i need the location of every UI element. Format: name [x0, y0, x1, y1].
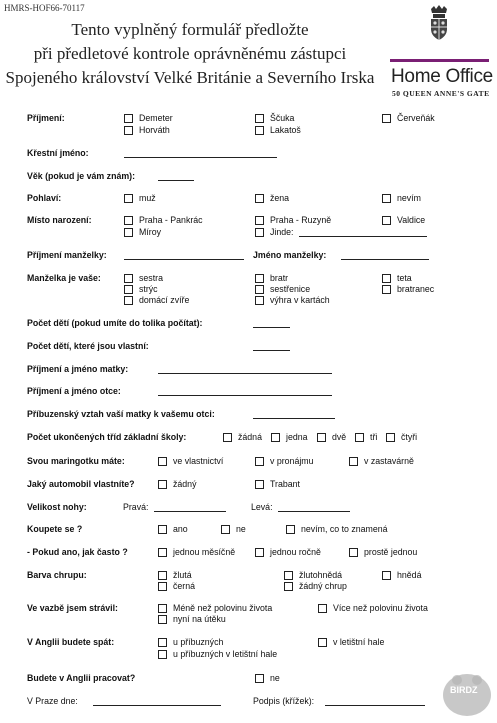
checkbox-tri[interactable]: tři: [355, 432, 377, 442]
checkbox-zlutohneda[interactable]: žlutohnědá: [284, 570, 342, 580]
checkbox-muz[interactable]: muž: [124, 193, 156, 203]
field-pocet-deti[interactable]: [253, 327, 290, 328]
checkbox-demeter[interactable]: Demeter: [124, 113, 173, 123]
label-maringotka: Svou maringotku máte:: [27, 456, 125, 466]
checkbox-dve[interactable]: dvě: [317, 432, 346, 442]
field-matka[interactable]: [158, 373, 332, 374]
title-line-1: Tento vyplněný formulář předložte: [71, 20, 309, 39]
field-prava[interactable]: [154, 511, 226, 512]
checkbox-u-pribuznych[interactable]: u příbuzných: [158, 637, 223, 647]
label-otec: Příjmení a jméno otce:: [27, 386, 121, 396]
field-vek[interactable]: [158, 180, 194, 181]
checkbox-jednou-rocne[interactable]: jednou ročně: [255, 547, 321, 557]
checkbox-teta[interactable]: teta: [382, 273, 412, 283]
checkbox-v-zastavarne[interactable]: v zastavárně: [349, 456, 414, 466]
checkbox-horvath[interactable]: Horváth: [124, 125, 170, 135]
checkbox-sestra[interactable]: sestra: [124, 273, 163, 283]
checkbox-sestrenice[interactable]: sestřenice: [255, 284, 310, 294]
watermark-text: BIRDZ: [450, 685, 478, 695]
label-vztah: Příbuzenský vztah vaší matky k vašemu otci:: [27, 409, 215, 419]
label-manzelka-je: Manželka je vaše:: [27, 273, 101, 283]
checkbox-ctyri[interactable]: čtyři: [386, 432, 417, 442]
checkbox-jinde[interactable]: Jinde:: [255, 227, 293, 237]
field-prijmeni-manzelky[interactable]: [124, 259, 244, 260]
checkbox-cervenak[interactable]: Červeňák: [382, 113, 435, 123]
checkbox-zena[interactable]: žena: [255, 193, 289, 203]
label-prava: Pravá:: [123, 502, 149, 512]
checkbox-scuka[interactable]: Ščuka: [255, 113, 294, 123]
checkbox-ne[interactable]: ne: [221, 524, 246, 534]
checkbox-zadny-chrup[interactable]: žádný chrup: [284, 581, 347, 591]
checkbox-lakatos[interactable]: Lakatoš: [255, 125, 301, 135]
label-vazba: Ve vazbě jsem strávil:: [27, 603, 118, 613]
checkbox-proste-jednou[interactable]: prostě jednou: [349, 547, 417, 557]
crest-icon: [425, 5, 453, 41]
checkbox-zadny[interactable]: žádný: [158, 479, 196, 489]
document-code: HMRS-HOF66-70117: [4, 3, 85, 13]
label-vek: Věk (pokud je vám znám):: [27, 171, 136, 181]
checkbox-stryc[interactable]: strýc: [124, 284, 158, 294]
title-line-2: při předletové kontrole oprávněnému zástupci: [33, 44, 347, 63]
field-leva[interactable]: [278, 511, 350, 512]
label-velikost-nohy: Velikost nohy:: [27, 502, 87, 512]
label-koupete: Koupete se ?: [27, 524, 83, 534]
field-pocet-vlastnich[interactable]: [253, 350, 290, 351]
checkbox-domaci-zvire[interactable]: domácí zvíře: [124, 295, 189, 305]
checkbox-cerna[interactable]: černá: [158, 581, 195, 591]
checkbox-ve-vlastnictvi[interactable]: ve vlastnictví: [158, 456, 223, 466]
checkbox-jednou-mesicne[interactable]: jednou měsíčně: [158, 547, 235, 557]
checkbox-zluta[interactable]: žlutá: [158, 570, 192, 580]
checkbox-hneda[interactable]: hnědá: [382, 570, 421, 580]
label-pracovat: Budete v Anglii pracovat?: [27, 673, 136, 683]
label-pocet-vlastnich: Počet dětí, které jsou vlastní:: [27, 341, 149, 351]
checkbox-valdice[interactable]: Valdice: [382, 215, 425, 225]
logo-subtitle: 50 QUEEN ANNE'S GATE: [392, 89, 490, 98]
field-podpis[interactable]: [325, 705, 425, 706]
label-pohlavi: Pohlaví:: [27, 193, 62, 203]
checkbox-ano[interactable]: ano: [158, 524, 188, 534]
checkbox-v-pronajmu[interactable]: v pronájmu: [255, 456, 314, 466]
label-prijmeni-manzelky: Příjmení manželky:: [27, 250, 107, 260]
checkbox-trabant[interactable]: Trabant: [255, 479, 300, 489]
checkbox-nevim[interactable]: nevím: [382, 193, 421, 203]
checkbox-nyni-na-uteku[interactable]: nyní na útěku: [158, 614, 226, 624]
field-krestni-jmeno[interactable]: [124, 157, 277, 158]
checkbox-mene-nez-polovinu[interactable]: Méně než polovinu života: [158, 603, 272, 613]
field-jinde[interactable]: [299, 236, 427, 237]
field-datum[interactable]: [93, 705, 221, 706]
label-barva-chrupu: Barva chrupu:: [27, 570, 87, 580]
checkbox-vyhra-v-kartach[interactable]: výhra v kartách: [255, 295, 330, 305]
checkbox-pracovat-ne[interactable]: ne: [255, 673, 280, 683]
checkbox-bratr[interactable]: bratr: [255, 273, 288, 283]
checkbox-vice-nez-polovinu[interactable]: Více než polovinu života: [318, 603, 428, 613]
label-spat: V Anglii budete spát:: [27, 637, 115, 647]
label-jak-casto: - Pokud ano, jak často ?: [27, 547, 128, 557]
checkbox-jedna[interactable]: jedna: [271, 432, 308, 442]
checkbox-praha-ruzyne[interactable]: Praha - Ruzyně: [255, 215, 331, 225]
title-line-3: Spojeného království Velké Británie a Severního Irska: [5, 68, 375, 87]
checkbox-nevim-co[interactable]: nevím, co to znamená: [286, 524, 388, 534]
field-vztah[interactable]: [253, 418, 335, 419]
logo-title: Home Office: [391, 66, 493, 87]
label-prijmeni: Příjmení:: [27, 113, 65, 123]
label-jmeno-manzelky: Jméno manželky:: [253, 250, 327, 260]
label-misto-narozeni: Místo narození:: [27, 215, 92, 225]
label-pocet-deti: Počet dětí (pokud umíte do tolika počítat):: [27, 318, 203, 328]
label-automobil: Jaký automobil vlastníte?: [27, 479, 135, 489]
label-podpis: Podpis (křížek):: [253, 696, 315, 706]
field-otec[interactable]: [158, 395, 332, 396]
checkbox-bratranec[interactable]: bratranec: [382, 284, 434, 294]
label-skoly: Počet ukončených tříd základní školy:: [27, 432, 187, 442]
checkbox-zadna[interactable]: žádná: [223, 432, 262, 442]
checkbox-u-pribuznych-hala[interactable]: u příbuzných v letištní hale: [158, 649, 277, 659]
checkbox-v-letistni-hale[interactable]: v letištní hale: [318, 637, 384, 647]
logo-bar: [390, 59, 489, 62]
label-matka: Příjmení a jméno matky:: [27, 364, 129, 374]
label-v-praze-dne: V Praze dne:: [27, 696, 78, 706]
label-krestni-jmeno: Křestní jméno:: [27, 148, 89, 158]
checkbox-praha-pankrac[interactable]: Praha - Pankrác: [124, 215, 203, 225]
checkbox-miroy[interactable]: Míroy: [124, 227, 161, 237]
field-jmeno-manzelky[interactable]: [341, 259, 429, 260]
label-leva: Levá:: [251, 502, 273, 512]
